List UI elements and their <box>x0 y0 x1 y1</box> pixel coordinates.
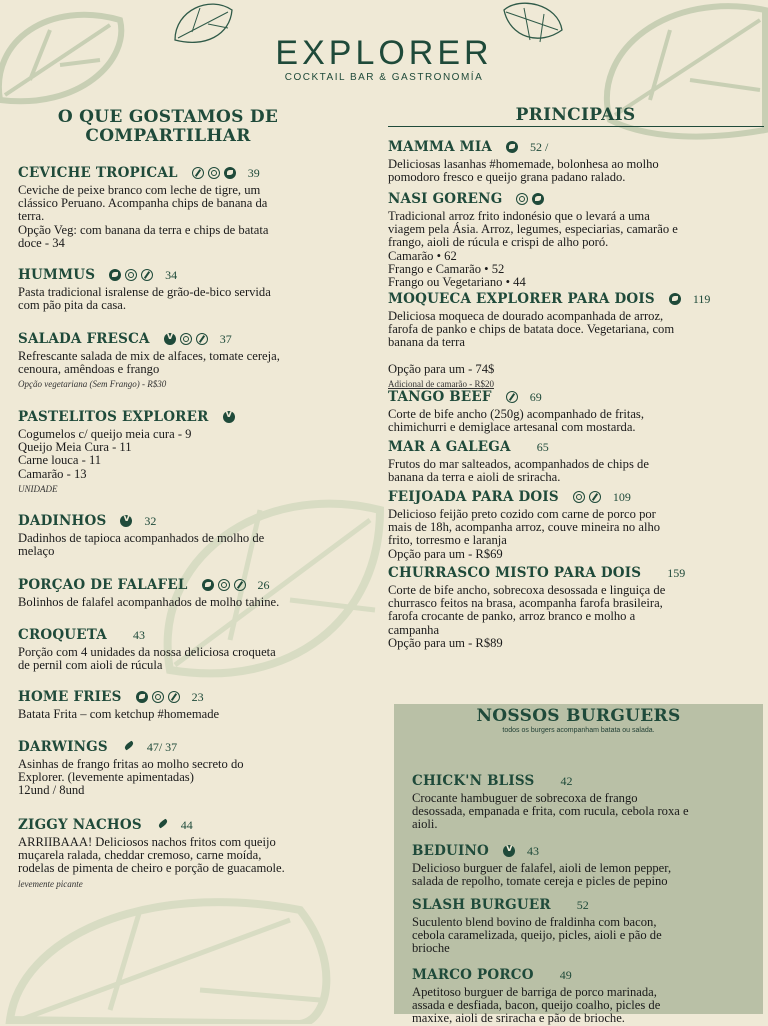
dietary-icons <box>120 515 132 527</box>
section-divider <box>388 126 764 127</box>
dietary-icons <box>669 293 681 305</box>
description-line: Batata Frita – com ketchup #homemade <box>18 707 220 721</box>
dietary-icons <box>516 193 544 205</box>
description-line: doce - 34 <box>18 235 65 250</box>
menu-item-name: FEIJOADA PARA DOIS <box>388 489 559 505</box>
menu-item-header <box>18 738 378 756</box>
menu-item-name: PASTELITOS EXPLORER <box>18 409 209 425</box>
description-line: Frango e Camarão • 52 <box>388 261 505 276</box>
menu-item-header <box>388 138 763 156</box>
section-title-burgers: NOSSOS BURGUERS <box>476 706 681 726</box>
menu-item-header <box>18 626 378 644</box>
menu-item-marco-porco <box>412 966 757 1026</box>
dietary-icons <box>506 391 518 403</box>
menu-item-moqueca-explorer-para-dois <box>388 290 763 389</box>
description-line: salada de repolho, tomate cereja e picles de pepino <box>412 874 668 889</box>
menu-item-name: CHURRASCO MISTO PARA DOIS <box>388 565 642 581</box>
description-line: viagem pela Ásia. Arroz, legumes, especiarias, camarão e <box>388 222 678 237</box>
menu-item-chick-n-bliss <box>412 772 757 832</box>
description-line: banana da terra e aioli de sriracha. <box>388 470 561 485</box>
menu-item-description <box>412 916 757 956</box>
description-line: cenoura, amêndoas e frango <box>18 362 160 377</box>
menu-item-nasi-goreng <box>388 190 763 289</box>
vegan-leaf-icon <box>136 691 148 703</box>
menu-item-header <box>18 266 378 284</box>
menu-item-name: ZIGGY NACHOS <box>18 817 142 833</box>
menu-item-mamma-mia <box>388 138 763 184</box>
description-line: Corte de bife ancho, sobrecoxa desossada e linguiça de <box>388 583 666 597</box>
menu-item-description <box>18 708 378 721</box>
menu-item-description <box>18 184 378 250</box>
menu-item-name: MARCO PORCO <box>412 967 534 983</box>
vegan-leaf-icon <box>669 293 681 305</box>
dairy-free-icon <box>180 333 192 345</box>
menu-item-porcao-de-falafel <box>18 576 378 609</box>
description-line: terra. <box>18 209 45 224</box>
vegan-leaf-icon <box>506 141 518 153</box>
dairy-free-icon <box>208 167 220 179</box>
menu-item-description <box>388 508 763 561</box>
menu-item-price: 43 <box>132 627 145 642</box>
description-line: Opção Veg: com banana da terra e chips de batata <box>18 222 269 237</box>
description-line: clássico Peruano. Acompanha chips de banana da <box>18 196 268 211</box>
description-line: com pão pita da casa. <box>18 298 127 313</box>
dietary-icons <box>192 167 236 179</box>
description-line: Opção para um - R$69 <box>388 546 503 561</box>
gluten-free-icon <box>234 579 246 591</box>
menu-item-note: UNIDADE <box>18 483 58 494</box>
menu-item-churrasco-misto-para-dois <box>388 564 763 650</box>
menu-item-name: NASI GORENG <box>388 191 503 207</box>
menu-item-description <box>18 646 378 672</box>
menu-item-name: SALADA FRESCA <box>18 331 150 347</box>
dietary-icons <box>223 411 235 423</box>
dietary-icons <box>156 820 169 830</box>
dairy-free-icon <box>152 691 164 703</box>
menu-item-name: SLASH BURGUER <box>412 897 551 913</box>
menu-item-name: DARWINGS <box>18 739 108 755</box>
menu-item-header <box>388 290 763 308</box>
menu-item-price: 65 <box>536 439 549 454</box>
description-line: Opção para um - R$89 <box>388 635 503 650</box>
menu-item-name: HUMMUS <box>18 267 96 283</box>
description-line: Dadinhos de tapioca acompanhados de molho de <box>18 531 265 545</box>
description-line: Delicioso burguer de falafel, aioli de lemon pepper, <box>412 861 672 875</box>
vegetarian-icon <box>223 411 235 423</box>
menu-item-description <box>388 158 763 184</box>
menu-item-header <box>388 190 763 208</box>
menu-item-price: 32 <box>144 513 157 528</box>
description-line: mais de 18h, acompanha arroz, couve mineira no alho <box>388 520 661 535</box>
menu-item-header <box>18 816 378 834</box>
dietary-icons <box>202 579 246 591</box>
description-line: ARRIIBAAA! Deliciosos nachos fritos com queijo <box>18 835 276 849</box>
menu-item-header <box>18 576 378 594</box>
gluten-free-icon <box>168 691 180 703</box>
menu-item-description <box>18 428 378 481</box>
menu-item-name: BEDUINO <box>412 843 489 859</box>
vegetarian-icon <box>164 333 176 345</box>
gluten-free-icon <box>196 333 208 345</box>
description-line: muçarela ralada, cheddar cremoso, carne moída, <box>18 848 262 863</box>
burgers-subtitle: todos os burgers acompanham batata ou salada. <box>502 727 655 734</box>
menu-item-description <box>18 532 378 558</box>
description-line: Explorer. (levemente apimentadas) <box>18 770 194 785</box>
menu-item-price: 44 <box>180 817 193 832</box>
menu-item-description <box>388 210 763 289</box>
menu-item-croqueta <box>18 626 378 672</box>
menu-item-name: CROQUETA <box>18 627 107 643</box>
vegetarian-icon <box>120 515 132 527</box>
description-line: cebola caramelizada, queijo, picles, aioli e pão de <box>412 928 662 943</box>
menu-item-header <box>412 896 757 914</box>
description-line: de pernil com aioli de rúcula <box>18 658 163 673</box>
menu-item-description <box>388 310 763 376</box>
menu-item-price: 159 <box>667 565 686 580</box>
menu-item-price: 23 <box>191 689 204 704</box>
section-mains <box>388 105 763 650</box>
menu-item-description <box>18 758 378 798</box>
menu-item-name: MAMMA MIA <box>388 139 493 155</box>
description-line <box>388 350 763 363</box>
menu-item-price: 26 <box>257 577 270 592</box>
description-line: brioche <box>412 941 450 956</box>
menu-item-description <box>18 836 378 876</box>
menu-item-price: 43 <box>527 843 539 858</box>
description-line: campanha <box>388 622 440 637</box>
description-line: Asinhas de frango fritas ao molho secreto do <box>18 757 244 771</box>
menu-item-pastelitos-explorer <box>18 408 378 494</box>
menu-item-name: CEVICHE TROPICAL <box>18 165 178 181</box>
menu-item-price: 49 <box>559 967 572 982</box>
menu-item-name: HOME FRIES <box>18 689 122 705</box>
menu-item-description <box>412 986 757 1026</box>
description-line: 12und / 8und <box>18 783 85 798</box>
menu-item-slash-burguer <box>412 896 757 956</box>
brand-name: EXPLORER <box>275 34 493 72</box>
menu-item-description <box>388 458 763 484</box>
dietary-icons <box>122 742 135 752</box>
description-line: Corte de bife ancho (250g) acompanhado de fritas, <box>388 407 644 421</box>
description-line: melaço <box>18 544 55 559</box>
description-line: desossada, empanada e frita, com rucula, cebola roxa e <box>412 804 689 819</box>
menu-item-mar-a-galega <box>388 438 763 484</box>
menu-item-beduino <box>412 842 757 888</box>
description-line: Suculento blend bovino de fraldinha com bacon, <box>412 915 657 929</box>
description-line: chimichurri e demiglace artesanal com mostarda. <box>388 420 636 435</box>
description-line: Frutos do mar salteados, acompanhados de chips de <box>388 457 649 471</box>
description-line: Frango ou Vegetariano • 44 <box>388 275 526 290</box>
gluten-free-icon <box>589 491 601 503</box>
menu-item-home-fries <box>18 688 378 721</box>
dietary-icons <box>503 845 515 857</box>
description-line: Pasta tradicional isralense de grão-de-bico servida <box>18 285 271 299</box>
description-line: assada e desfiada, bacon, queijo coalho, picles de <box>412 998 661 1013</box>
description-line: farofa crocante de panko, arroz branco e molho a <box>388 609 636 624</box>
menu-item-description <box>18 286 378 312</box>
section-burgers <box>394 704 763 1026</box>
vegan-leaf-icon <box>109 269 121 281</box>
menu-item-price: 52 / <box>530 139 549 154</box>
description-line: Deliciosa moqueca de dourado acompanhada de arroz, <box>388 309 664 323</box>
menu-item-header <box>388 438 763 456</box>
menu-item-tango-beef <box>388 388 763 434</box>
menu-item-header <box>388 488 763 506</box>
section-title-mains: PRINCIPAIS <box>515 105 636 125</box>
menu-item-header <box>18 512 378 530</box>
description-line: Cogumelos c/ queijo meia cura - 9 <box>18 427 192 441</box>
menu-item-price: 69 <box>529 389 542 404</box>
menu-item-price: 109 <box>612 489 631 504</box>
menu-item-darwings <box>18 738 378 798</box>
menu-item-price: 119 <box>692 291 711 306</box>
menu-item-note: levemente picante <box>18 878 83 889</box>
description-line: Refrescante salada de mix de alfaces, tomate cereja, <box>18 349 280 363</box>
description-line: Apetitoso burguer de barriga de porco marinada, <box>412 985 657 999</box>
menu-item-description <box>388 584 763 650</box>
menu-item-price: 52 <box>576 897 589 912</box>
description-line: Tradicional arroz frito indonésio que o levará a uma <box>388 209 650 223</box>
menu-item-header <box>18 330 378 348</box>
description-line: pomodoro fresco e queijo grana padano ralado. <box>388 170 626 185</box>
menu-item-header <box>412 966 757 984</box>
menu-item-note: Opção vegetariana (Sem Frango) - R$30 <box>18 379 167 390</box>
menu-item-description <box>18 596 378 609</box>
description-line: Crocante hambuguer de sobrecoxa de frango <box>412 791 638 805</box>
menu-item-name: MOQUECA EXPLORER PARA DOIS <box>388 291 655 307</box>
menu-item-price: 37 <box>219 331 232 346</box>
menu-item-header <box>18 688 378 706</box>
brand-header <box>0 36 768 83</box>
description-line: Bolinhos de falafel acompanhados de molho tahine. <box>18 595 280 609</box>
menu-item-name: MAR A GALEGA <box>388 439 511 455</box>
description-line: Carne louca - 11 <box>18 453 102 468</box>
dairy-free-icon <box>573 491 585 503</box>
section-title-shareables: O QUE GOSTAMOS DE COMPARTILHAR <box>57 107 279 146</box>
menu-item-name: PORÇAO DE FALAFEL <box>18 577 188 593</box>
vegan-leaf-icon <box>224 167 236 179</box>
menu-item-price: 34 <box>165 267 178 282</box>
menu-item-description <box>388 408 763 434</box>
dietary-icons <box>136 691 180 703</box>
menu-item-description <box>412 792 757 832</box>
dietary-icons <box>109 269 153 281</box>
menu-item-hummus <box>18 266 378 312</box>
description-line: Opção para um - 74$ <box>388 361 495 376</box>
spicy-pepper-icon <box>156 820 169 830</box>
menu-item-price: 47/ 37 <box>146 739 178 754</box>
menu-item-description <box>412 862 757 888</box>
menu-item-name: CHICK'N BLISS <box>412 773 535 789</box>
menu-item-ziggy-nachos <box>18 816 378 889</box>
description-line: Ceviche de peixe branco com leche de tigre, um <box>18 183 261 197</box>
monstera-leaf-decoration-bottom-left <box>0 880 380 1024</box>
gluten-free-icon <box>192 167 204 179</box>
menu-item-name: DADINHOS <box>18 513 107 529</box>
menu-item-header <box>18 164 378 182</box>
dairy-free-icon <box>218 579 230 591</box>
section-shareables <box>18 107 378 889</box>
menu-item-header <box>412 842 757 860</box>
description-line: maxixe, aioli de sriracha e pão de brioche. <box>412 1011 625 1026</box>
menu-item-ceviche-tropical <box>18 164 378 250</box>
description-line: frango, aioli de rúcula e crispi de alho poró. <box>388 235 609 250</box>
gluten-free-icon <box>506 391 518 403</box>
menu-item-note: Adicional de camarão - R$20 <box>388 379 494 390</box>
menu-item-dadinhos <box>18 512 378 558</box>
menu-item-header <box>388 564 763 582</box>
menu-item-name: TANGO BEEF <box>388 389 492 405</box>
description-line: rodelas de pimenta de cheiro e porção de guacamole. <box>18 861 285 876</box>
menu-item-header <box>18 408 378 426</box>
description-line: farofa de panko e chips de batata doce. Vegetariana, com <box>388 322 675 337</box>
description-line: Porção com 4 unidades da nossa deliciosa croqueta <box>18 645 276 659</box>
menu-item-price: 39 <box>247 165 260 180</box>
dietary-icons <box>164 333 208 345</box>
dietary-icons <box>573 491 601 503</box>
description-line: banana da terra <box>388 335 465 350</box>
dairy-free-icon <box>125 269 137 281</box>
menu-item-price: 42 <box>560 773 573 788</box>
description-line: churrasco feitos na brasa, acompanha farofa brasileira, <box>388 596 663 611</box>
dietary-icons <box>506 141 518 153</box>
gluten-free-icon <box>141 269 153 281</box>
vegan-leaf-icon <box>202 579 214 591</box>
menu-item-header <box>388 388 763 406</box>
description-line: aioli. <box>412 817 438 832</box>
description-line: Camarão - 13 <box>18 466 87 481</box>
menu-item-header <box>412 772 757 790</box>
description-line: Camarão • 62 <box>388 248 457 263</box>
description-line: Delicioso feijão preto cozido com carne de porco por <box>388 507 656 521</box>
spicy-pepper-icon <box>122 742 135 752</box>
menu-item-description <box>18 350 378 376</box>
vegan-leaf-icon <box>532 193 544 205</box>
brand-subtitle: COCKTAIL BAR & GASTRONOMÍA <box>284 72 484 83</box>
description-line: Queijo Meia Cura - 11 <box>18 440 132 455</box>
menu-item-salada-fresca <box>18 330 378 389</box>
description-line: frito, torresmo e laranja <box>388 533 507 548</box>
dairy-free-icon <box>516 193 528 205</box>
vegetarian-icon <box>503 845 515 857</box>
description-line: Deliciosas lasanhas #homemade, bolonhesa ao molho <box>388 157 659 171</box>
menu-item-feijoada-para-dois <box>388 488 763 561</box>
